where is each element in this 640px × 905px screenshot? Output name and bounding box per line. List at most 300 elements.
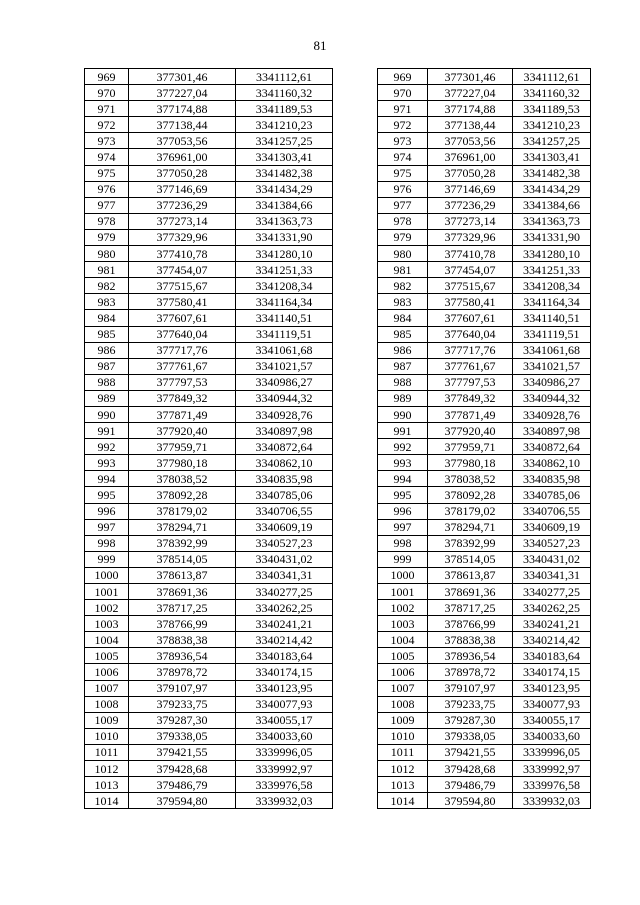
x-coordinate-cell: 377410,78 <box>129 246 236 262</box>
y-coordinate-cell: 3340241,21 <box>513 616 591 632</box>
y-coordinate-cell: 3340183,64 <box>236 648 333 664</box>
y-coordinate-cell: 3341363,73 <box>236 213 333 229</box>
table-row <box>378 101 591 117</box>
point-number-cell: 1003 <box>85 616 129 632</box>
y-coordinate-cell: 3341189,53 <box>513 101 591 117</box>
point-number-cell: 974 <box>85 149 129 165</box>
point-number-cell: 982 <box>85 278 129 294</box>
point-number-cell: 1002 <box>378 600 428 616</box>
table-row <box>378 648 591 664</box>
x-coordinate-cell: 377607,61 <box>428 310 513 326</box>
point-number-cell: 987 <box>378 358 428 374</box>
point-number-cell: 984 <box>378 310 428 326</box>
point-number-cell: 1005 <box>378 648 428 664</box>
table-row <box>378 584 591 600</box>
x-coordinate-cell: 377849,32 <box>428 390 513 406</box>
table-row <box>378 310 591 326</box>
x-coordinate-cell: 378038,52 <box>129 471 236 487</box>
point-number-cell: 983 <box>378 294 428 310</box>
table-row <box>378 616 591 632</box>
y-coordinate-cell: 3340123,95 <box>236 680 333 696</box>
point-number-cell: 984 <box>85 310 129 326</box>
y-coordinate-cell: 3340431,02 <box>513 551 591 567</box>
y-coordinate-cell: 3341210,23 <box>513 117 591 133</box>
y-coordinate-cell: 3340835,98 <box>236 471 333 487</box>
point-number-cell: 986 <box>378 342 428 358</box>
x-coordinate-cell: 377454,07 <box>428 262 513 278</box>
x-coordinate-cell: 377849,32 <box>129 390 236 406</box>
y-coordinate-cell: 3341434,29 <box>236 181 333 197</box>
y-coordinate-cell: 3339996,05 <box>236 744 333 760</box>
table-row <box>378 632 591 648</box>
y-coordinate-cell: 3341363,73 <box>513 213 591 229</box>
x-coordinate-cell: 378978,72 <box>129 664 236 680</box>
x-coordinate-cell: 377138,44 <box>129 117 236 133</box>
table-row <box>378 471 591 487</box>
point-number-cell: 1012 <box>85 761 129 777</box>
x-coordinate-cell: 378936,54 <box>428 648 513 664</box>
x-coordinate-cell: 377959,71 <box>129 439 236 455</box>
table-row <box>85 535 333 551</box>
table-row <box>378 342 591 358</box>
point-number-cell: 1007 <box>85 680 129 696</box>
table-row <box>85 648 333 664</box>
y-coordinate-cell: 3341119,51 <box>513 326 591 342</box>
point-number-cell: 1008 <box>85 696 129 712</box>
x-coordinate-cell: 377227,04 <box>129 85 236 101</box>
point-number-cell: 995 <box>85 487 129 503</box>
table-row <box>85 262 333 278</box>
y-coordinate-cell: 3341112,61 <box>236 69 333 85</box>
x-coordinate-cell: 376961,00 <box>428 149 513 165</box>
x-coordinate-cell: 378691,36 <box>129 584 236 600</box>
y-coordinate-cell: 3340431,02 <box>236 551 333 567</box>
table-row <box>378 294 591 310</box>
x-coordinate-cell: 377146,69 <box>129 181 236 197</box>
point-number-cell: 1002 <box>85 600 129 616</box>
point-number-cell: 976 <box>378 181 428 197</box>
x-coordinate-cell: 378294,71 <box>129 519 236 535</box>
y-coordinate-cell: 3341251,33 <box>513 262 591 278</box>
table-row <box>85 712 333 728</box>
x-coordinate-cell: 377717,76 <box>428 342 513 358</box>
table-row <box>85 165 333 181</box>
table-row <box>378 423 591 439</box>
point-number-cell: 1012 <box>378 761 428 777</box>
y-coordinate-cell: 3341208,34 <box>236 278 333 294</box>
y-coordinate-cell: 3340214,42 <box>513 632 591 648</box>
y-coordinate-cell: 3340214,42 <box>236 632 333 648</box>
point-number-cell: 994 <box>378 471 428 487</box>
point-number-cell: 973 <box>85 133 129 149</box>
point-number-cell: 996 <box>85 503 129 519</box>
point-number-cell: 976 <box>85 181 129 197</box>
point-number-cell: 975 <box>85 165 129 181</box>
y-coordinate-cell: 3340174,15 <box>513 664 591 680</box>
x-coordinate-cell: 377146,69 <box>428 181 513 197</box>
table-row <box>85 664 333 680</box>
point-number-cell: 979 <box>85 229 129 245</box>
table-row <box>378 744 591 760</box>
point-number-cell: 1001 <box>85 584 129 600</box>
point-number-cell: 998 <box>85 535 129 551</box>
point-number-cell: 994 <box>85 471 129 487</box>
x-coordinate-cell: 379428,68 <box>428 761 513 777</box>
x-coordinate-cell: 377329,96 <box>129 229 236 245</box>
point-number-cell: 970 <box>378 85 428 101</box>
x-coordinate-cell: 377761,67 <box>428 358 513 374</box>
table-row <box>85 471 333 487</box>
table-row <box>378 278 591 294</box>
point-number-cell: 978 <box>378 213 428 229</box>
point-number-cell: 1005 <box>85 648 129 664</box>
y-coordinate-cell: 3341251,33 <box>236 262 333 278</box>
x-coordinate-cell: 378514,05 <box>428 551 513 567</box>
x-coordinate-cell: 378978,72 <box>428 664 513 680</box>
x-coordinate-cell: 377871,49 <box>129 406 236 422</box>
y-coordinate-cell: 3341482,38 <box>236 165 333 181</box>
x-coordinate-cell: 377920,40 <box>428 423 513 439</box>
y-coordinate-cell: 3340033,60 <box>513 728 591 744</box>
y-coordinate-cell: 3341021,57 <box>236 358 333 374</box>
table-row <box>85 390 333 406</box>
y-coordinate-cell: 3341280,10 <box>513 246 591 262</box>
table-row <box>85 149 333 165</box>
table-row <box>378 117 591 133</box>
point-number-cell: 997 <box>85 519 129 535</box>
table-row <box>85 229 333 245</box>
y-coordinate-cell: 3340928,76 <box>513 406 591 422</box>
y-coordinate-cell: 3341164,34 <box>236 294 333 310</box>
point-number-cell: 969 <box>85 69 129 85</box>
y-coordinate-cell: 3340872,64 <box>513 439 591 455</box>
point-number-cell: 999 <box>85 551 129 567</box>
y-coordinate-cell: 3339932,03 <box>513 793 591 809</box>
x-coordinate-cell: 377273,14 <box>428 213 513 229</box>
x-coordinate-cell: 378179,02 <box>129 503 236 519</box>
y-coordinate-cell: 3340609,19 <box>236 519 333 535</box>
point-number-cell: 972 <box>378 117 428 133</box>
y-coordinate-cell: 3339976,58 <box>236 777 333 793</box>
table-row <box>378 487 591 503</box>
table-row <box>378 567 591 583</box>
x-coordinate-cell: 377174,88 <box>129 101 236 117</box>
y-coordinate-cell: 3341140,51 <box>236 310 333 326</box>
x-coordinate-cell: 377640,04 <box>129 326 236 342</box>
point-number-cell: 1000 <box>378 567 428 583</box>
point-number-cell: 985 <box>85 326 129 342</box>
table-row <box>378 793 591 809</box>
table-row <box>85 632 333 648</box>
table-row <box>85 69 333 85</box>
point-number-cell: 973 <box>378 133 428 149</box>
y-coordinate-cell: 3341189,53 <box>236 101 333 117</box>
point-number-cell: 1009 <box>378 712 428 728</box>
point-number-cell: 1010 <box>85 728 129 744</box>
y-coordinate-cell: 3340785,06 <box>513 487 591 503</box>
x-coordinate-cell: 377301,46 <box>428 69 513 85</box>
x-coordinate-cell: 378691,36 <box>428 584 513 600</box>
table-row <box>85 680 333 696</box>
table-row <box>378 390 591 406</box>
y-coordinate-cell: 3340262,25 <box>513 600 591 616</box>
point-number-cell: 1006 <box>85 664 129 680</box>
table-row <box>378 777 591 793</box>
x-coordinate-cell: 378179,02 <box>428 503 513 519</box>
x-coordinate-cell: 379287,30 <box>428 712 513 728</box>
y-coordinate-cell: 3340341,31 <box>236 567 333 583</box>
point-number-cell: 979 <box>378 229 428 245</box>
point-number-cell: 1014 <box>85 793 129 809</box>
point-number-cell: 998 <box>378 535 428 551</box>
y-coordinate-cell: 3340262,25 <box>236 600 333 616</box>
x-coordinate-cell: 378294,71 <box>428 519 513 535</box>
coordinates-table-left-body <box>85 69 333 809</box>
y-coordinate-cell: 3341112,61 <box>513 69 591 85</box>
point-number-cell: 974 <box>378 149 428 165</box>
y-coordinate-cell: 3340077,93 <box>513 696 591 712</box>
x-coordinate-cell: 377174,88 <box>428 101 513 117</box>
y-coordinate-cell: 3341331,90 <box>513 229 591 245</box>
x-coordinate-cell: 379428,68 <box>129 761 236 777</box>
y-coordinate-cell: 3340944,32 <box>513 390 591 406</box>
point-number-cell: 972 <box>85 117 129 133</box>
point-number-cell: 980 <box>85 246 129 262</box>
x-coordinate-cell: 377580,41 <box>129 294 236 310</box>
x-coordinate-cell: 378514,05 <box>129 551 236 567</box>
y-coordinate-cell: 3341384,66 <box>236 197 333 213</box>
point-number-cell: 992 <box>378 439 428 455</box>
y-coordinate-cell: 3340077,93 <box>236 696 333 712</box>
x-coordinate-cell: 377980,18 <box>428 455 513 471</box>
table-row <box>378 374 591 390</box>
y-coordinate-cell: 3340944,32 <box>236 390 333 406</box>
table-row <box>378 262 591 278</box>
table-row <box>378 712 591 728</box>
point-number-cell: 991 <box>378 423 428 439</box>
y-coordinate-cell: 3340277,25 <box>236 584 333 600</box>
y-coordinate-cell: 3340706,55 <box>513 503 591 519</box>
point-number-cell: 982 <box>378 278 428 294</box>
x-coordinate-cell: 377580,41 <box>428 294 513 310</box>
x-coordinate-cell: 377273,14 <box>129 213 236 229</box>
x-coordinate-cell: 378038,52 <box>428 471 513 487</box>
x-coordinate-cell: 378717,25 <box>129 600 236 616</box>
y-coordinate-cell: 3341331,90 <box>236 229 333 245</box>
x-coordinate-cell: 379486,79 <box>428 777 513 793</box>
point-number-cell: 1009 <box>85 712 129 728</box>
table-row <box>378 503 591 519</box>
x-coordinate-cell: 378392,99 <box>129 535 236 551</box>
page-number: 81 <box>313 38 327 53</box>
x-coordinate-cell: 379338,05 <box>129 728 236 744</box>
x-coordinate-cell: 378766,99 <box>129 616 236 632</box>
x-coordinate-cell: 377871,49 <box>428 406 513 422</box>
x-coordinate-cell: 378613,87 <box>428 567 513 583</box>
point-number-cell: 970 <box>85 85 129 101</box>
y-coordinate-cell: 3341061,68 <box>513 342 591 358</box>
y-coordinate-cell: 3340241,21 <box>236 616 333 632</box>
y-coordinate-cell: 3340706,55 <box>236 503 333 519</box>
y-coordinate-cell: 3341164,34 <box>513 294 591 310</box>
point-number-cell: 989 <box>378 390 428 406</box>
table-row <box>85 519 333 535</box>
point-number-cell: 981 <box>378 262 428 278</box>
point-number-cell: 975 <box>378 165 428 181</box>
table-row <box>85 503 333 519</box>
table-row <box>85 487 333 503</box>
x-coordinate-cell: 377053,56 <box>428 133 513 149</box>
point-number-cell: 997 <box>378 519 428 535</box>
point-number-cell: 971 <box>85 101 129 117</box>
x-coordinate-cell: 377329,96 <box>428 229 513 245</box>
y-coordinate-cell: 3341140,51 <box>513 310 591 326</box>
table-row <box>85 358 333 374</box>
x-coordinate-cell: 377717,76 <box>129 342 236 358</box>
x-coordinate-cell: 378613,87 <box>129 567 236 583</box>
point-number-cell: 995 <box>378 487 428 503</box>
table-row <box>378 455 591 471</box>
x-coordinate-cell: 379338,05 <box>428 728 513 744</box>
y-coordinate-cell: 3341210,23 <box>236 117 333 133</box>
y-coordinate-cell: 3341021,57 <box>513 358 591 374</box>
x-coordinate-cell: 378092,28 <box>428 487 513 503</box>
y-coordinate-cell: 3341061,68 <box>236 342 333 358</box>
point-number-cell: 991 <box>85 423 129 439</box>
y-coordinate-cell: 3341303,41 <box>513 149 591 165</box>
point-number-cell: 977 <box>378 197 428 213</box>
point-number-cell: 981 <box>85 262 129 278</box>
point-number-cell: 988 <box>378 374 428 390</box>
table-row <box>378 85 591 101</box>
y-coordinate-cell: 3340928,76 <box>236 406 333 422</box>
y-coordinate-cell: 3340835,98 <box>513 471 591 487</box>
point-number-cell: 1010 <box>378 728 428 744</box>
table-row <box>378 439 591 455</box>
x-coordinate-cell: 379594,80 <box>129 793 236 809</box>
y-coordinate-cell: 3341160,32 <box>236 85 333 101</box>
table-row <box>378 69 591 85</box>
point-number-cell: 993 <box>85 455 129 471</box>
y-coordinate-cell: 3339976,58 <box>513 777 591 793</box>
y-coordinate-cell: 3339992,97 <box>513 761 591 777</box>
table-row <box>85 294 333 310</box>
x-coordinate-cell: 378092,28 <box>129 487 236 503</box>
table-row <box>85 423 333 439</box>
y-coordinate-cell: 3341208,34 <box>513 278 591 294</box>
x-coordinate-cell: 376961,00 <box>129 149 236 165</box>
table-row <box>85 584 333 600</box>
table-row <box>378 358 591 374</box>
table-row <box>378 664 591 680</box>
point-number-cell: 986 <box>85 342 129 358</box>
table-row <box>85 310 333 326</box>
x-coordinate-cell: 377640,04 <box>428 326 513 342</box>
table-row <box>85 406 333 422</box>
x-coordinate-cell: 378936,54 <box>129 648 236 664</box>
table-row <box>85 777 333 793</box>
point-number-cell: 999 <box>378 551 428 567</box>
table-row <box>85 761 333 777</box>
point-number-cell: 1008 <box>378 696 428 712</box>
x-coordinate-cell: 378838,38 <box>428 632 513 648</box>
table-row <box>378 406 591 422</box>
table-row <box>85 342 333 358</box>
y-coordinate-cell: 3341257,25 <box>513 133 591 149</box>
table-row <box>378 519 591 535</box>
table-row <box>378 165 591 181</box>
x-coordinate-cell: 377053,56 <box>129 133 236 149</box>
table-row <box>85 728 333 744</box>
table-row <box>378 181 591 197</box>
table-row <box>85 567 333 583</box>
x-coordinate-cell: 377236,29 <box>129 197 236 213</box>
y-coordinate-cell: 3340785,06 <box>236 487 333 503</box>
y-coordinate-cell: 3341434,29 <box>513 181 591 197</box>
y-coordinate-cell: 3341280,10 <box>236 246 333 262</box>
table-row <box>85 374 333 390</box>
point-number-cell: 988 <box>85 374 129 390</box>
table-row <box>85 117 333 133</box>
y-coordinate-cell: 3340055,17 <box>513 712 591 728</box>
table-row <box>85 696 333 712</box>
x-coordinate-cell: 377959,71 <box>428 439 513 455</box>
x-coordinate-cell: 377920,40 <box>129 423 236 439</box>
y-coordinate-cell: 3340123,95 <box>513 680 591 696</box>
y-coordinate-cell: 3340033,60 <box>236 728 333 744</box>
table-row <box>85 326 333 342</box>
point-number-cell: 1011 <box>378 744 428 760</box>
x-coordinate-cell: 377301,46 <box>129 69 236 85</box>
x-coordinate-cell: 379486,79 <box>129 777 236 793</box>
table-row <box>85 439 333 455</box>
table-row <box>378 535 591 551</box>
point-number-cell: 1013 <box>85 777 129 793</box>
y-coordinate-cell: 3340527,23 <box>513 535 591 551</box>
table-row <box>85 744 333 760</box>
x-coordinate-cell: 377410,78 <box>428 246 513 262</box>
y-coordinate-cell: 3339932,03 <box>236 793 333 809</box>
table-row <box>378 133 591 149</box>
point-number-cell: 980 <box>378 246 428 262</box>
x-coordinate-cell: 377515,67 <box>129 278 236 294</box>
table-row <box>85 181 333 197</box>
table-row <box>378 197 591 213</box>
point-number-cell: 978 <box>85 213 129 229</box>
table-row <box>378 696 591 712</box>
table-row <box>85 551 333 567</box>
table-row <box>85 455 333 471</box>
table-row <box>85 793 333 809</box>
y-coordinate-cell: 3340055,17 <box>236 712 333 728</box>
table-row <box>85 85 333 101</box>
x-coordinate-cell: 377980,18 <box>129 455 236 471</box>
x-coordinate-cell: 378392,99 <box>428 535 513 551</box>
x-coordinate-cell: 377515,67 <box>428 278 513 294</box>
x-coordinate-cell: 379233,75 <box>129 696 236 712</box>
point-number-cell: 989 <box>85 390 129 406</box>
table-row <box>378 680 591 696</box>
y-coordinate-cell: 3340183,64 <box>513 648 591 664</box>
y-coordinate-cell: 3340862,10 <box>236 455 333 471</box>
table-row <box>85 278 333 294</box>
x-coordinate-cell: 377227,04 <box>428 85 513 101</box>
point-number-cell: 969 <box>378 69 428 85</box>
table-row <box>85 133 333 149</box>
table-row <box>85 600 333 616</box>
y-coordinate-cell: 3339992,97 <box>236 761 333 777</box>
point-number-cell: 985 <box>378 326 428 342</box>
